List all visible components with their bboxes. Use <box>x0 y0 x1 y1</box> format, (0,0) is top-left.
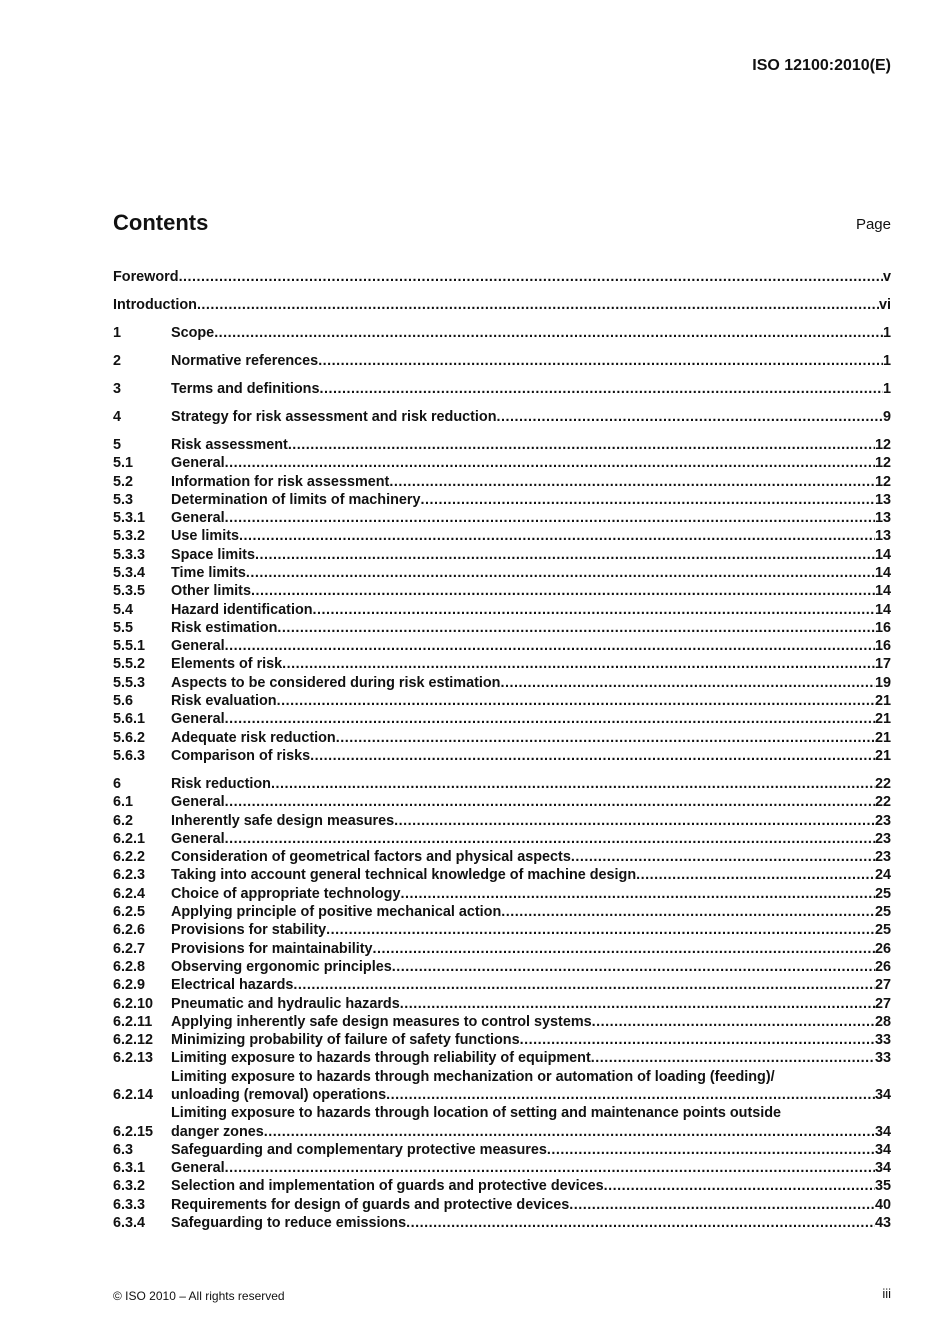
toc-dot-leader <box>500 674 875 692</box>
toc-entry-page: 13 <box>874 491 891 508</box>
toc-entry-title: Time limits <box>171 564 246 581</box>
toc-entry-page: 23 <box>874 849 891 866</box>
toc-entry-page: 34 <box>874 1086 891 1103</box>
toc-entry-title: Limiting exposure to hazards through reliability of equipment <box>171 1050 591 1067</box>
toc-dot-leader <box>313 601 875 619</box>
toc-entry-number: 6.2.10 <box>113 995 154 1012</box>
toc-dot-leader <box>501 903 875 921</box>
toc-entry-title: Applying principle of positive mechanical action <box>171 904 502 921</box>
contents-heading: Contents <box>113 210 209 235</box>
toc-entry-number: 6.2.8 <box>113 958 146 975</box>
toc-dot-leader <box>592 1013 875 1031</box>
toc-dot-leader <box>571 848 875 866</box>
toc-entry-page: 24 <box>874 867 891 884</box>
page-number: iii <box>882 1286 891 1301</box>
toc-dot-leader <box>264 1123 875 1141</box>
toc-dot-leader <box>420 491 875 509</box>
toc-entry[interactable] <box>113 692 891 710</box>
toc-dot-leader <box>310 747 875 765</box>
toc-entry-number: 5.3.2 <box>113 528 146 545</box>
toc-entry-title: Normative references <box>171 352 319 369</box>
toc-entry[interactable] <box>113 380 891 398</box>
toc-entry[interactable] <box>113 655 891 673</box>
toc-entry-page: 23 <box>874 830 891 847</box>
toc-entry-page: 22 <box>874 775 891 792</box>
toc-entry-page: 16 <box>874 619 891 636</box>
toc-entry[interactable] <box>113 775 891 793</box>
toc-entry-page: 17 <box>874 656 891 673</box>
toc-entry-number: 5.2 <box>113 473 134 490</box>
toc-entry-number: 5.5.1 <box>113 638 146 655</box>
toc-dot-leader <box>246 564 875 582</box>
toc-entry-title: Use limits <box>171 528 239 545</box>
toc-entry[interactable] <box>113 674 891 692</box>
toc-entry-page: 21 <box>874 729 891 746</box>
toc-entry-title: Pneumatic and hydraulic hazards <box>171 995 400 1012</box>
toc-entry-title: Determination of limits of machinery <box>171 491 421 508</box>
toc-entry-number: 6.2.1 <box>113 830 146 847</box>
toc-dot-leader <box>277 619 875 637</box>
toc-entry-title: Safeguarding and complementary protective measures <box>171 1141 547 1158</box>
toc-dot-leader <box>636 866 875 884</box>
toc-entry-number: 5.5 <box>113 619 134 636</box>
toc-entry-title: Minimizing probability of failure of safety functions <box>171 1032 520 1049</box>
toc-dot-leader <box>214 324 883 342</box>
toc-entry-page: 13 <box>874 528 891 545</box>
toc-entry-number: 6.2.13 <box>113 1050 154 1067</box>
toc-entry-number: 5.6.2 <box>113 729 146 746</box>
toc-entry-number: 6.2.3 <box>113 867 146 884</box>
toc-entry-title: Comparison of risks <box>171 747 311 764</box>
toc-entry[interactable] <box>113 866 891 884</box>
toc-entry[interactable] <box>113 527 891 545</box>
toc-entry[interactable] <box>113 268 891 286</box>
toc-dot-leader <box>604 1177 875 1195</box>
toc-entry[interactable] <box>113 619 891 637</box>
toc-entry[interactable] <box>113 976 891 994</box>
toc-dot-leader <box>225 454 875 472</box>
toc-entry-page: 26 <box>874 940 891 957</box>
toc-entry[interactable] <box>113 921 891 939</box>
toc-entry-number: 5.3.3 <box>113 546 146 563</box>
toc-entry-title: Other limits <box>171 583 251 600</box>
toc-entry-number: 6.1 <box>113 794 134 811</box>
toc-entry[interactable] <box>113 747 891 765</box>
toc-entry-title: Observing ergonomic principles <box>171 958 392 975</box>
toc-entry-title: Elements of risk <box>171 656 283 673</box>
toc-entry-number: 5.6.1 <box>113 711 146 728</box>
toc-entry-title: General <box>171 711 225 728</box>
toc-entry-number: 6.2.7 <box>113 940 146 957</box>
toc-entry-title: Selection and implementation of guards and protective devices <box>171 1178 604 1195</box>
toc-entry[interactable] <box>113 454 891 472</box>
toc-dot-leader <box>293 976 875 994</box>
toc-entry[interactable] <box>113 710 891 728</box>
toc-entry[interactable] <box>113 324 891 342</box>
toc-entry-page: 12 <box>874 436 891 453</box>
toc-entry-title: Choice of appropriate technology <box>171 885 401 902</box>
toc-entry-title: Risk evaluation <box>171 693 277 710</box>
toc-entry-page: 12 <box>874 473 891 490</box>
toc-entry-title: Risk reduction <box>171 775 271 792</box>
toc-entry-title: Limiting exposure to hazards through mechanization or automation of loading (feeding)/ <box>171 1068 775 1085</box>
toc-entry-page: vi <box>878 296 891 313</box>
toc-dot-leader <box>318 352 883 370</box>
toc-dot-leader <box>288 436 875 454</box>
toc-entry-number: 6.2.14 <box>113 1086 154 1103</box>
toc-entry-title: Applying inherently safe design measures to control systems <box>171 1013 592 1030</box>
toc-entry-title: Safeguarding to reduce emissions <box>171 1215 407 1232</box>
toc-dot-leader <box>225 1159 875 1177</box>
toc-entry-page: 35 <box>874 1178 891 1195</box>
toc-entry[interactable] <box>113 352 891 370</box>
standard-identifier: ISO 12100:2010(E) <box>752 57 891 74</box>
toc-entry-number: 6.2.2 <box>113 849 146 866</box>
toc-entry-title: Strategy for risk assessment and risk reduction <box>171 408 497 425</box>
toc-dot-leader <box>179 268 883 286</box>
toc-dot-leader <box>326 921 875 939</box>
toc-entry-title-continued: danger zones <box>171 1123 264 1140</box>
toc-entry-page: 43 <box>874 1215 891 1232</box>
toc-entry-page: 21 <box>874 693 891 710</box>
toc-entry[interactable] <box>113 564 891 582</box>
toc-entry-number: 5.3.5 <box>113 583 146 600</box>
toc-entry-page: 25 <box>874 885 891 902</box>
toc-entry-page: 14 <box>874 601 891 618</box>
toc-entry-title: Information for risk assessment <box>171 473 390 490</box>
toc-entry-number: 6.3 <box>113 1141 134 1158</box>
toc-entry-page: v <box>882 269 891 285</box>
copyright-notice: © ISO 2010 – All rights reserved <box>113 1289 285 1303</box>
toc-entry[interactable] <box>113 1068 891 1105</box>
toc-entry-page: 1 <box>882 380 891 397</box>
toc-entry[interactable] <box>113 1177 891 1195</box>
toc-entry-title: Space limits <box>171 546 255 563</box>
toc-entry-page: 16 <box>874 638 891 655</box>
toc-entry-page: 14 <box>874 583 891 600</box>
toc-entry-number: 2 <box>113 352 122 369</box>
toc-entry[interactable] <box>113 793 891 811</box>
toc-entry-title: Terms and definitions <box>171 380 320 397</box>
toc-entry-title: General <box>171 1160 225 1177</box>
toc-dot-leader <box>225 637 875 655</box>
toc-entry-number: 6.3.3 <box>113 1196 146 1213</box>
toc-entry[interactable] <box>113 1214 891 1232</box>
toc-entry-number: 6.2.9 <box>113 977 146 994</box>
toc-entry-number: 5.6 <box>113 693 134 710</box>
toc-entry-page: 22 <box>874 794 891 811</box>
toc-entry[interactable] <box>113 1159 891 1177</box>
toc-entry-number: 5.1 <box>113 455 134 472</box>
toc-entry-page: 25 <box>874 904 891 921</box>
toc-entry-page: 34 <box>874 1160 891 1177</box>
toc-entry[interactable] <box>113 1049 891 1067</box>
toc-entry[interactable] <box>113 903 891 921</box>
toc-entry-number: 5.5.2 <box>113 656 146 673</box>
toc-entry[interactable] <box>113 473 891 491</box>
toc-entry[interactable] <box>113 582 891 600</box>
toc-entry[interactable] <box>113 848 891 866</box>
toc-entry-title: Taking into account general technical knowledge of machine design <box>171 867 637 884</box>
toc-dot-leader <box>197 296 879 314</box>
toc-entry-title: General <box>171 510 225 527</box>
toc-entry-number: 6.3.4 <box>113 1215 146 1232</box>
toc-entry-page: 21 <box>874 747 891 764</box>
toc-entry-number: 5.3 <box>113 491 134 508</box>
toc-entry-page: 28 <box>874 1013 891 1030</box>
toc-entry-title: Requirements for design of guards and protective devices <box>171 1196 570 1213</box>
toc-dot-leader <box>400 995 875 1013</box>
toc-entry-title: Introduction <box>113 296 197 313</box>
toc-entry-number: 4 <box>113 408 122 425</box>
toc-dot-leader <box>271 775 875 793</box>
toc-entry[interactable] <box>113 940 891 958</box>
toc-entry-title: Limiting exposure to hazards through location of setting and maintenance points outside <box>171 1105 782 1122</box>
toc-entry-title: Hazard identification <box>171 601 313 618</box>
toc-dot-leader <box>251 582 875 600</box>
toc-entry-title: Inherently safe design measures <box>171 812 395 829</box>
toc-dot-leader <box>497 408 883 426</box>
toc-dot-leader <box>336 729 875 747</box>
toc-entry-page: 26 <box>874 958 891 975</box>
toc-dot-leader <box>400 885 875 903</box>
toc-dot-leader <box>392 958 875 976</box>
toc-entry-title: General <box>171 455 225 472</box>
toc-entry-title: Aspects to be considered during risk estimation <box>171 674 501 691</box>
toc-entry[interactable] <box>113 296 891 314</box>
toc-entry-title: Adequate risk reduction <box>171 729 336 746</box>
toc-entry[interactable] <box>113 1196 891 1214</box>
toc-entry-page: 27 <box>874 977 891 994</box>
toc-entry[interactable] <box>113 509 891 527</box>
toc-entry-title: Provisions for stability <box>171 922 327 939</box>
toc-dot-leader <box>225 710 875 728</box>
toc-entry-title: General <box>171 794 225 811</box>
toc-entry[interactable] <box>113 830 891 848</box>
toc-entry-title: General <box>171 830 225 847</box>
toc-entry-title: Risk assessment <box>171 436 288 453</box>
toc-entry[interactable] <box>113 1141 891 1159</box>
toc-entry-number: 5.5.3 <box>113 674 146 691</box>
toc-entry[interactable] <box>113 546 891 564</box>
toc-entry-page: 21 <box>874 711 891 728</box>
toc-entry-number: 6.2 <box>113 812 134 829</box>
toc-entry-number: 6.3.2 <box>113 1178 146 1195</box>
toc-entry-page: 14 <box>874 546 891 563</box>
toc-entry-number: 5.3.1 <box>113 510 146 527</box>
toc-entry[interactable] <box>113 1104 891 1141</box>
toc-dot-leader <box>319 380 883 398</box>
toc-dot-leader <box>591 1049 875 1067</box>
toc-entry-page: 12 <box>874 455 891 472</box>
page-column-label: Page <box>855 216 891 233</box>
toc-entry-title: Electrical hazards <box>171 977 294 994</box>
toc-entry[interactable] <box>113 885 891 903</box>
toc-dot-leader <box>389 473 875 491</box>
toc-entry-title: Risk estimation <box>171 619 278 636</box>
toc-entry-number: 5.3.4 <box>113 564 146 581</box>
toc-entry-title: General <box>171 638 225 655</box>
toc-entry-number: 5 <box>113 436 122 453</box>
toc-dot-leader <box>225 830 875 848</box>
toc-entry-number: 1 <box>113 324 122 341</box>
toc-dot-leader <box>394 812 875 830</box>
toc-entry-number: 5.6.3 <box>113 747 146 764</box>
toc-entry-number: 6.2.6 <box>113 922 146 939</box>
toc-entry-number: 6.2.12 <box>113 1032 154 1049</box>
toc-entry[interactable] <box>113 491 891 509</box>
table-of-contents <box>113 268 891 1232</box>
toc-entry-page: 33 <box>874 1032 891 1049</box>
toc-entry-number: 3 <box>113 380 122 397</box>
toc-entry-page: 23 <box>874 812 891 829</box>
toc-entry-page: 34 <box>874 1123 891 1140</box>
toc-dot-leader <box>255 546 875 564</box>
toc-entry-title: Provisions for maintainability <box>171 940 373 957</box>
toc-dot-leader <box>225 509 875 527</box>
toc-entry-page: 27 <box>874 995 891 1012</box>
toc-dot-leader <box>239 527 875 545</box>
toc-entry[interactable] <box>113 1013 891 1031</box>
toc-entry[interactable] <box>113 958 891 976</box>
toc-entry-title: Consideration of geometrical factors and physical aspects <box>171 849 571 866</box>
toc-entry-title-continued: unloading (removal) operations <box>171 1086 387 1103</box>
toc-dot-leader <box>406 1214 875 1232</box>
toc-dot-leader <box>373 940 875 958</box>
toc-entry[interactable] <box>113 1031 891 1049</box>
toc-entry-number: 5.4 <box>113 601 134 618</box>
toc-entry-page: 9 <box>882 408 891 425</box>
toc-entry[interactable] <box>113 601 891 619</box>
toc-entry-page: 1 <box>882 352 891 369</box>
toc-entry-page: 33 <box>874 1050 891 1067</box>
toc-entry-number: 6.2.15 <box>113 1123 154 1140</box>
toc-entry[interactable] <box>113 812 891 830</box>
toc-dot-leader <box>547 1141 875 1159</box>
toc-entry-number: 6.3.1 <box>113 1160 146 1177</box>
toc-dot-leader <box>277 692 875 710</box>
toc-dot-leader <box>282 655 875 673</box>
toc-entry-page: 34 <box>874 1141 891 1158</box>
toc-entry-page: 14 <box>874 564 891 581</box>
toc-entry-number: 6.2.4 <box>113 885 146 902</box>
toc-entry[interactable] <box>113 995 891 1013</box>
toc-entry-page: 25 <box>874 922 891 939</box>
toc-entry-page: 19 <box>874 674 891 691</box>
toc-entry-page: 1 <box>882 324 891 341</box>
toc-entry-number: 6 <box>113 775 122 792</box>
toc-entry[interactable] <box>113 729 891 747</box>
toc-dot-leader <box>520 1031 875 1049</box>
toc-dot-leader <box>569 1196 875 1214</box>
toc-entry-title: Scope <box>171 324 215 341</box>
toc-entry[interactable] <box>113 637 891 655</box>
toc-entry-number: 6.2.11 <box>113 1013 153 1030</box>
toc-dot-leader <box>225 793 875 811</box>
toc-entry-page: 13 <box>874 510 891 527</box>
toc-entry[interactable] <box>113 436 891 454</box>
toc-entry-title: Foreword <box>113 269 179 285</box>
toc-dot-leader <box>386 1086 875 1104</box>
toc-entry-page: 40 <box>874 1196 891 1213</box>
toc-entry-number: 6.2.5 <box>113 904 146 921</box>
toc-entry[interactable] <box>113 408 891 426</box>
